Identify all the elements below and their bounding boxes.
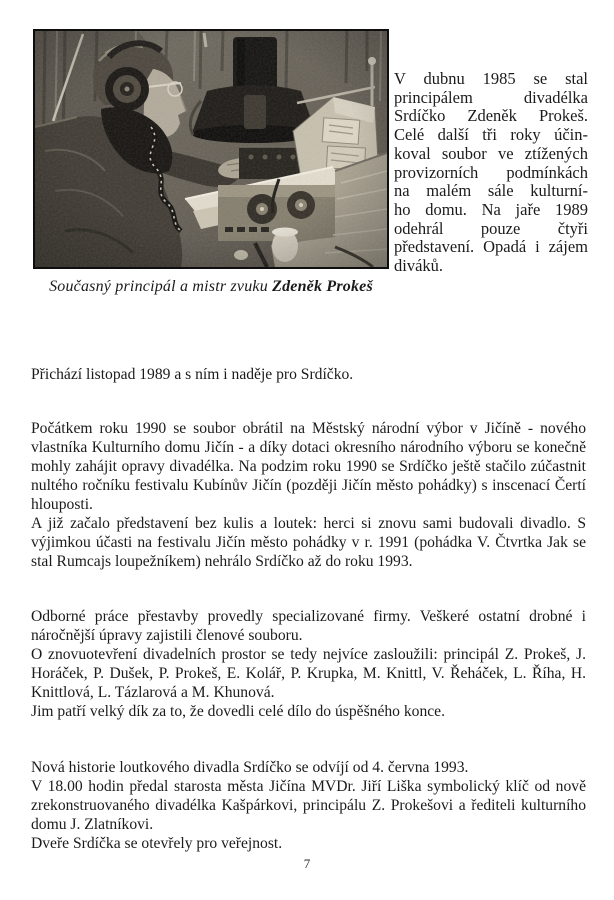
- text-line: odehrál pouze čtyři: [394, 218, 588, 238]
- text-line: Počátkem roku 1990 se soubor obrátil na Městský národní výbor v Jičíně - nového vlastníka Kulturního domu Jičín - a díky dotaci okresního národního výboru se konečně mohly zahájit opravy divadélka. Na podzim roku 1990 se Srdíčko ještě stačilo zúčastnit nultého ročníku festivalu Kubínův Jičín (později Jičín město pohádky) s inscenací Čertí hlouposti.: [31, 420, 586, 513]
- paragraph-block-prestavba: [31, 607, 586, 721]
- text-line: Jim patří velký dík za to, že dovedli celé dílo do úspěšného konce.: [31, 703, 445, 720]
- paragraph-block-nova-historie: [31, 758, 586, 853]
- text-line: Celé další tři roky účin-: [394, 125, 588, 145]
- text-line: diváků.: [394, 256, 444, 276]
- text-line: Dveře Srdíčka se otevřely pro veřejnost.: [31, 835, 283, 852]
- photo-caption-text: Současný principál a mistr zvuku: [49, 278, 268, 295]
- photo-caption: [33, 278, 389, 296]
- archival-photo: [33, 29, 389, 269]
- text-line: V 18.00 hodin předal starosta města Jičína MVDr. Jiří Liška symbolický klíč od nově zrekonstruovaného divadélka Kašpárkovi, principálu Z. Prokešovi a řediteli kulturního domu J. Zlatníkovi.: [31, 778, 586, 833]
- text-line: A již začalo představení bez kulis a loutek: herci si znovu sami budovali divadlo. S výjimkou účasti na festivalu Jičín město pohádky v r. 1991 (pohádka V. Čtvrtka Jak se stal Rumcajs loupežníkem) nehrálo Srdíčko až do roku 1993.: [31, 515, 586, 570]
- page-number: 7: [303, 856, 311, 871]
- photo-grain: [35, 31, 387, 267]
- text-line: Odborné práce přestavby provedly specializované firmy. Veškeré ostatní drobné i náročnější úpravy zajistili členové souboru.: [31, 608, 586, 644]
- text-line: představení. Opadá i zájem: [394, 237, 588, 257]
- text-line: principálem divadélka: [394, 87, 588, 107]
- text-line: Srdíčko Zdeněk Prokeš.: [394, 106, 588, 126]
- paragraph-listopad-1989: [31, 365, 586, 384]
- photo-caption-name: Zdeněk Prokeš: [272, 278, 373, 295]
- paragraph-text: Přichází listopad 1989 a s ním i naděje pro Srdíčko.: [31, 366, 354, 383]
- paragraph-block-opravy: [31, 419, 586, 571]
- text-line: ho domu. Na jaře 1989: [394, 199, 588, 219]
- text-line: na malém sále kulturní-: [394, 181, 588, 201]
- text-line: koval soubor ve ztížených: [394, 143, 588, 163]
- text-line: provizorních podmínkách: [394, 162, 588, 182]
- photo-illustration: [35, 31, 387, 267]
- text-line: Nová historie loutkového divadla Srdíčko se odvíjí od 4. června 1993.: [31, 759, 469, 776]
- intro-column: [394, 70, 588, 276]
- text-line: O znovuotevření divadelních prostor se tedy nejvíce zasloužili: principál Z. Prokeš, J. Horáček, P. Dušek, P. Prokeš, E. Kolář, P. Krupka, M. Knittl, V. Řeháček, L. Říha, H. Knittlová, L. Tázlarová a M. Khunová.: [31, 646, 586, 701]
- text-line: V dubnu 1985 se stal: [394, 69, 588, 88]
